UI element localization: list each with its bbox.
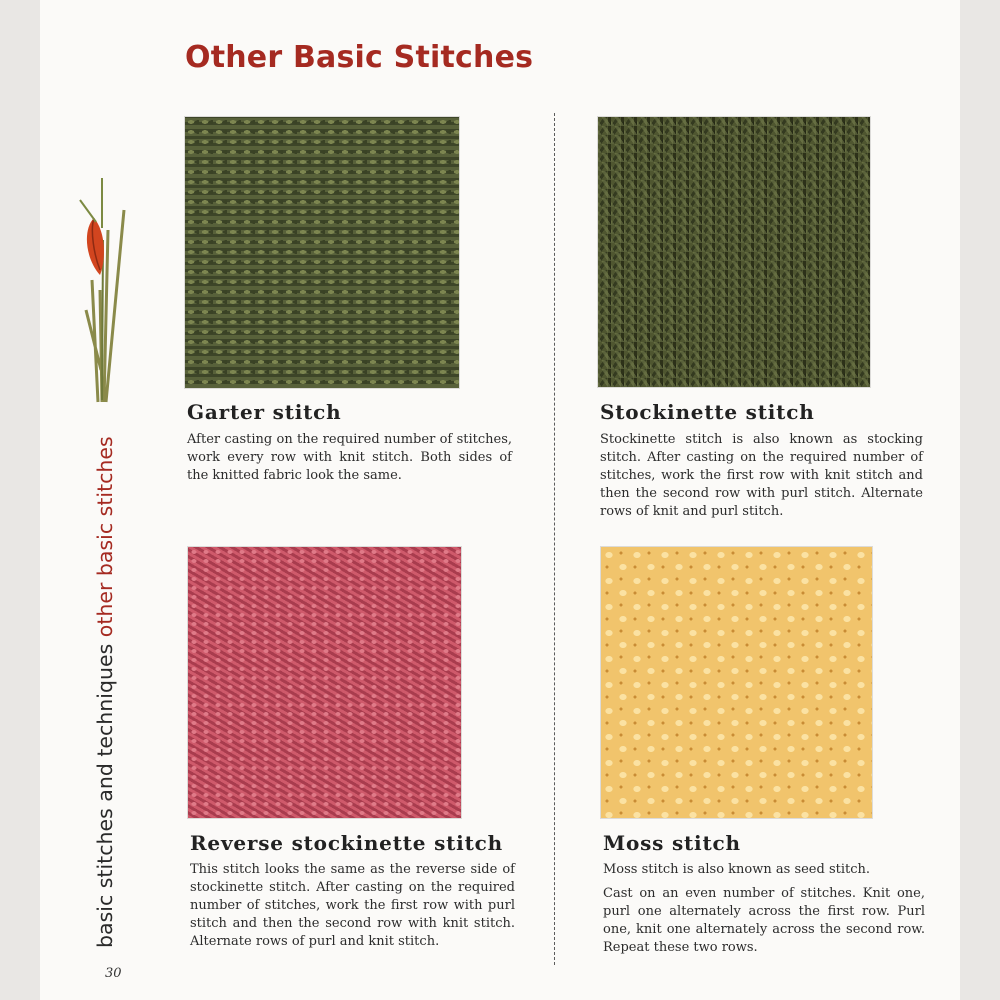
stockinette-stitch-heading: Stockinette stitch <box>600 400 815 424</box>
plant-illustration <box>72 170 132 405</box>
side-label-section: basic stitches and techniques <box>93 643 117 948</box>
moss-stitch-heading: Moss stitch <box>603 831 741 855</box>
reverse-stockinette-stitch-swatch <box>188 547 461 818</box>
reverse-stockinette-stitch-description: This stitch looks the same as the reverse side of stockinette stitch. After casting on the required number of stitches, work the first row with purl stitch and then the second row with knit stitch. Alternate rows of purl and knit stitch. <box>190 862 515 949</box>
side-running-head <box>93 428 117 948</box>
moss-stitch-description-2: Cast on an even number of stitches. Knit one, purl one alternately across the first row. Purl one, knit one alternately across the second row. Repeat these two rows. <box>603 886 925 955</box>
stockinette-stitch-description: Stockinette stitch is also known as stocking stitch. After casting on the required number of stitches, work the first row with knit stitch and then the second row with purl stitch. Alternate rows of knit and purl stitch. <box>600 432 923 519</box>
moss-stitch-swatch <box>601 547 872 818</box>
reverse-stockinette-stitch-heading: Reverse stockinette stitch <box>190 831 503 855</box>
stockinette-stitch-swatch <box>598 117 870 387</box>
column-divider <box>554 113 555 965</box>
garter-stitch-description: After casting on the required number of stitches, work every row with knit stitch. Both sides of the knitted fabric look the same. <box>187 432 512 483</box>
page-number: 30 <box>105 966 122 981</box>
garter-stitch-swatch <box>185 117 459 388</box>
side-label-topic: other basic stitches <box>93 436 117 638</box>
garter-stitch-heading: Garter stitch <box>187 400 342 424</box>
moss-stitch-description-1: Moss stitch is also known as seed stitch. <box>603 862 871 877</box>
page-title: Other Basic Stitches <box>185 40 534 75</box>
